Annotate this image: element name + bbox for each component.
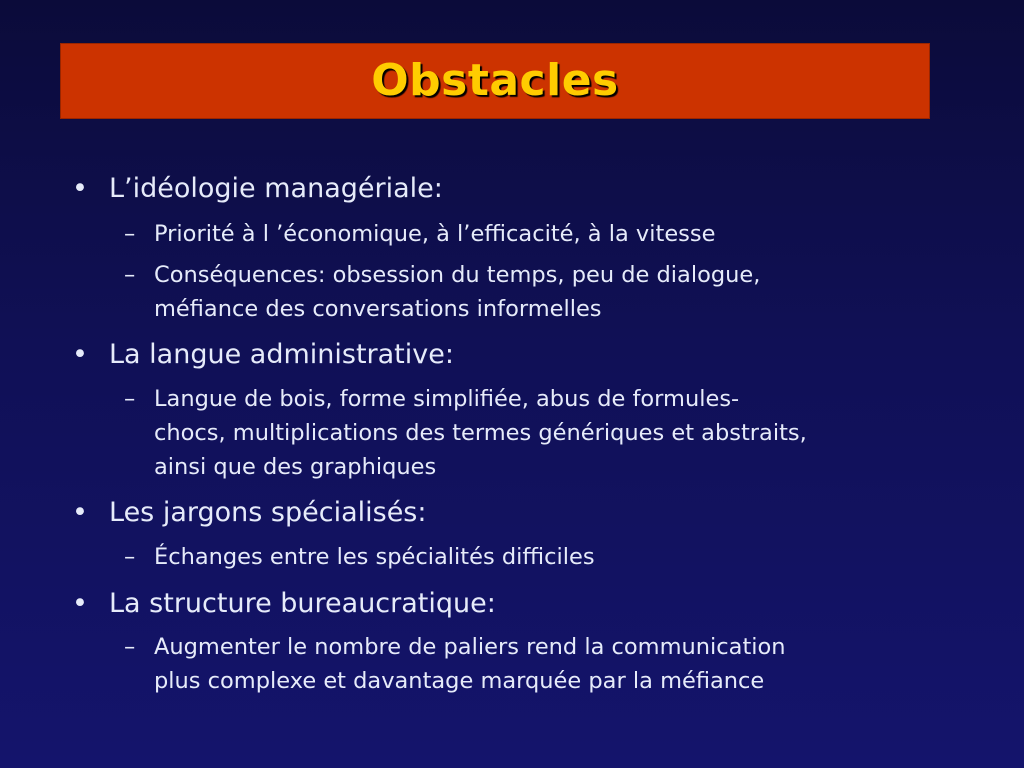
sub-item-line: Échanges entre les spécialités difficiles [154,544,595,570]
dash-glyph: – [124,544,136,570]
sub-item-line: plus complexe et davantage marquée par la méfiance [154,668,765,694]
sub-item-line: méfiance des conversations informelles [154,296,602,322]
bullet-label: L’idéologie managériale: [109,173,443,204]
sub-item-line: Langue de bois, forme simplifiée, abus de formules- [154,386,740,412]
dash-glyph: – [124,634,136,660]
sub-item-line: Augmenter le nombre de paliers rend la communication [154,634,786,660]
bullet-glyph: • [72,497,88,528]
bullet-label: Les jargons spécialisés: [109,497,427,528]
bullet-glyph: • [72,588,88,619]
bullet-glyph: • [72,339,88,370]
dash-glyph: – [124,386,136,412]
bullet-label: La structure bureaucratique: [109,588,496,619]
dash-glyph: – [124,262,136,288]
sub-item-line: Conséquences: obsession du temps, peu de dialogue, [154,262,761,288]
sub-item-line: ainsi que des graphiques [154,454,437,480]
slide-title: Obstacles [371,55,619,106]
bullet-glyph: • [72,173,88,204]
dash-glyph: – [124,221,136,247]
bullet-label: La langue administrative: [109,339,454,370]
sub-item-line: Priorité à l ’économique, à l’efficacité, à la vitesse [154,221,716,247]
sub-item-line: chocs, multiplications des termes génériques et abstraits, [154,420,807,446]
